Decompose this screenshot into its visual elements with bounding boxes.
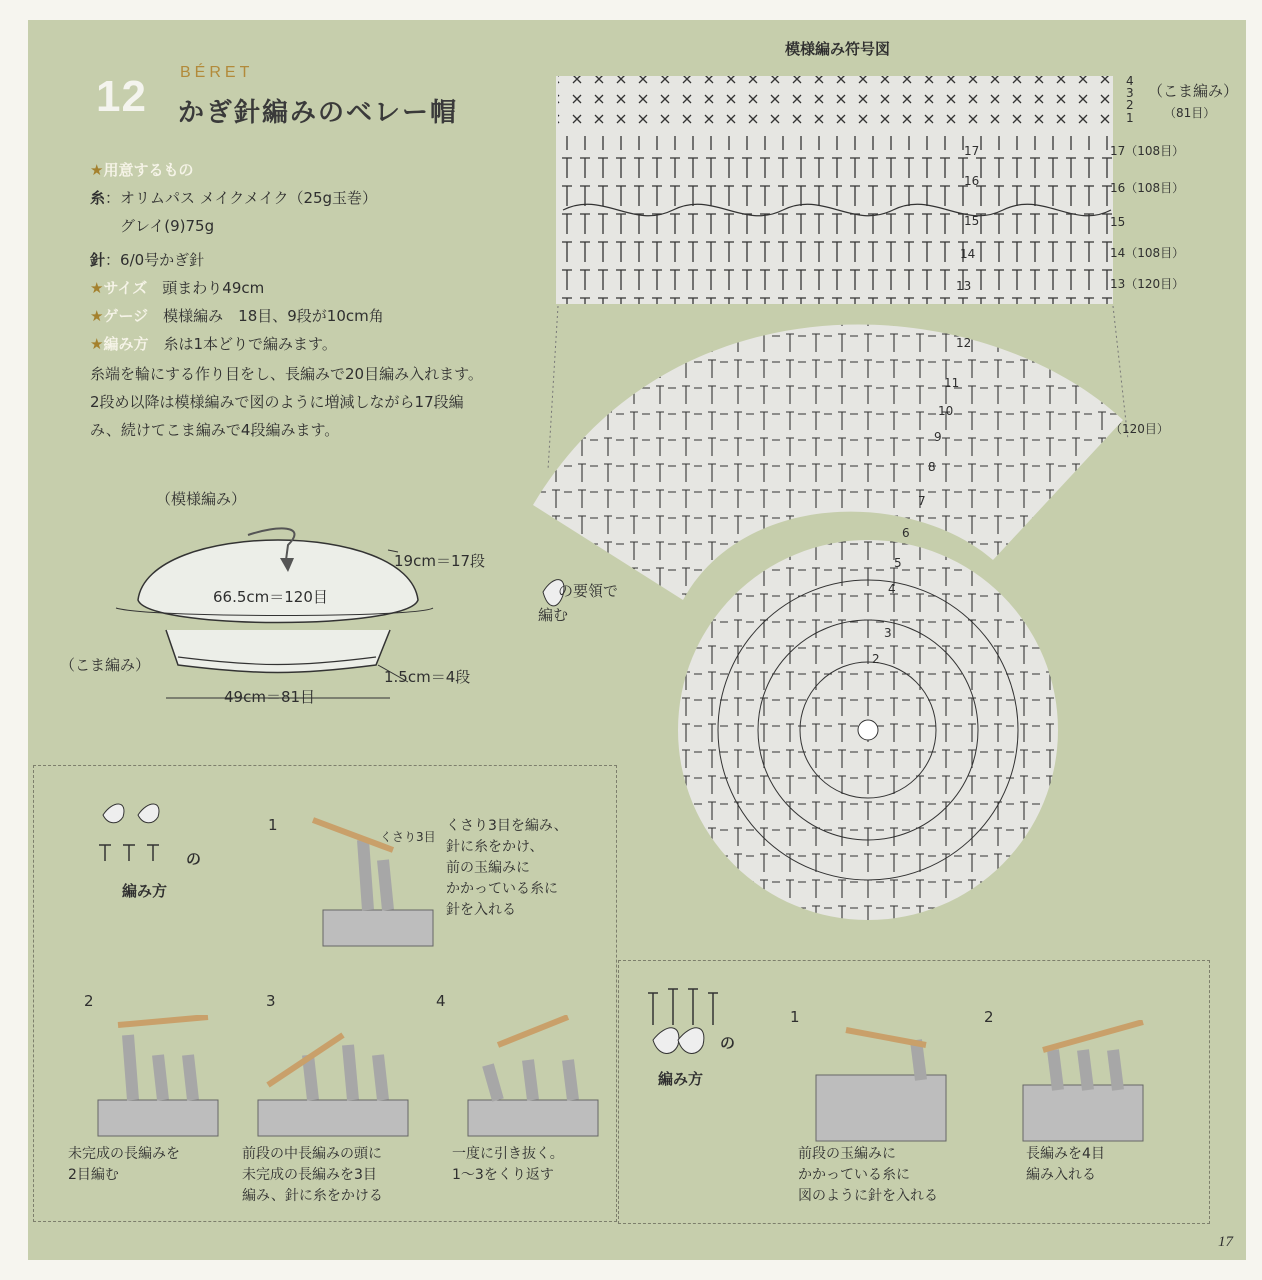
schematic-band-height: 1.5cm＝4段 [384,668,471,686]
materials-heading: ★用意するもの [90,161,194,179]
fan-row-11: 11 [944,376,960,390]
chart-top-row-4: 4 [1126,74,1134,88]
size-line: ★サイズ 頭まわり49cm [90,279,265,297]
chart-label-sc-count: （81目） [1164,106,1216,120]
chart-label-row16: 16（108目） [1110,181,1185,195]
gauge-line: ★ゲージ 模様編み 18目、9段が10cm角 [90,307,384,325]
shell-symbol-icon [638,985,728,1070]
technique1-of: の [186,850,202,868]
chart-row-14: 14 [960,247,976,261]
chart-label-row14: 14（108目） [1110,246,1185,260]
chart-label-sc: （こま編み） [1148,82,1239,100]
fan-row-4: 4 [888,582,896,596]
method-text-3: み、続けてこま編みで4段編みます。 [90,421,340,439]
method-line: ★編み方 糸は1本どりで編みます。 [90,335,337,353]
center-ring [858,720,878,740]
chart-note-1: の要領で [558,582,619,600]
fan-row-2: 2 [872,652,880,666]
chart-label-row17: 17（108目） [1110,144,1185,158]
technique2-step2-illustration [1013,1020,1153,1145]
chart-row-13: 13 [956,279,972,293]
chart-row-15: 15 [964,214,980,228]
chart-row-16: 16 [964,174,980,188]
star-icon: ★ [90,307,104,325]
pattern-subtitle: BÉRET [180,64,254,81]
beret-crown [138,540,418,623]
technique1-heading: 編み方 [122,882,168,900]
fan-row-7: 7 [918,494,926,508]
star-icon: ★ [90,161,104,179]
technique2-step2-text: 長編みを4目 編み入れる [1026,1146,1105,1183]
technique1-step1-num: 1 [268,816,278,834]
fan-row-9: 9 [934,430,942,444]
chart-row-17: 17 [964,144,980,158]
fan-row-3: 3 [884,626,892,640]
chart-note-2: 編む [538,606,569,624]
fan-row-5: 5 [894,556,902,570]
technique2-step1-text: 前段の玉編みに かかっている糸に 図のように針を入れる [798,1146,938,1204]
fan-stitch-count: （120目） [1110,422,1169,436]
pattern-title: かぎ針編みのベレー帽 [178,98,459,128]
technique2-of: の [720,1034,736,1052]
technique1-step3-illustration [248,1015,418,1140]
technique2-step1-illustration [806,1020,956,1145]
technique2-step1-num: 1 [790,1008,800,1026]
fan-row-12: 12 [956,336,972,350]
technique1-step3-num: 3 [266,992,276,1010]
fan-row-6: 6 [902,526,910,540]
chart-top-row-1: 1 [1126,111,1134,125]
chart-top-row-2: 2 [1126,98,1134,112]
fan-row-10: 10 [938,404,954,418]
technique1-step2-num: 2 [84,992,94,1010]
technique1-step1-text: くさり3目を編み、 針に糸をかけ、 前の玉編みに かかっている糸に 針を入れる [446,818,568,918]
method-text-1: 糸端を輪にする作り目をし、長編みで20目編み入れます。 [90,365,483,383]
method-text-2: 2段め以降は模様編みで図のように増減しながら17段編 [90,393,464,411]
yarn-line: 糸：オリムパス メイクメイク（25g玉巻） [90,189,378,207]
yarn-color: グレイ(9)75g [120,217,215,235]
technique2-step2-num: 2 [984,1008,994,1026]
technique1-step2-text: 未完成の長編みを 2目編む [68,1146,180,1183]
star-icon: ★ [90,335,104,353]
schematic-pattern-label: （模様編み） [156,490,247,508]
page-number: 17 [1218,1234,1233,1250]
star-icon: ★ [90,279,104,297]
fan-row-8: 8 [928,460,936,474]
chart-label-row15: 15 [1110,215,1126,229]
technique1-step4-num: 4 [436,992,446,1010]
beret-band [166,630,390,673]
schematic-top-width: 66.5cm＝120目 [213,588,328,606]
needle-line: 針：6/0号かぎ針 [90,251,205,269]
pattern-number: 12 [96,72,147,121]
chart-title: 模様編み符号図 [785,40,891,58]
step1-chain-tag: くさり3目 [380,830,436,844]
cluster-symbol-icon [93,795,183,865]
chart-top-row-3: 3 [1126,86,1134,100]
technique1-step3-text: 前段の中長編みの頭に 未完成の長編みを3目 編み、針に糸をかける [242,1146,383,1204]
schematic-band-width: 49cm＝81目 [224,688,316,706]
schematic-height: 19cm＝17段 [394,552,486,570]
technique2-heading: 編み方 [658,1070,704,1088]
schematic-band-label: （こま編み） [60,656,151,674]
technique1-step2-illustration [88,1015,228,1140]
chart-label-row13: 13（120目） [1110,277,1185,291]
page [28,20,1246,1260]
technique1-step4-text: 一度に引き抜く。 1〜3をくり返す [452,1146,564,1183]
technique1-step4-illustration [458,1015,608,1140]
